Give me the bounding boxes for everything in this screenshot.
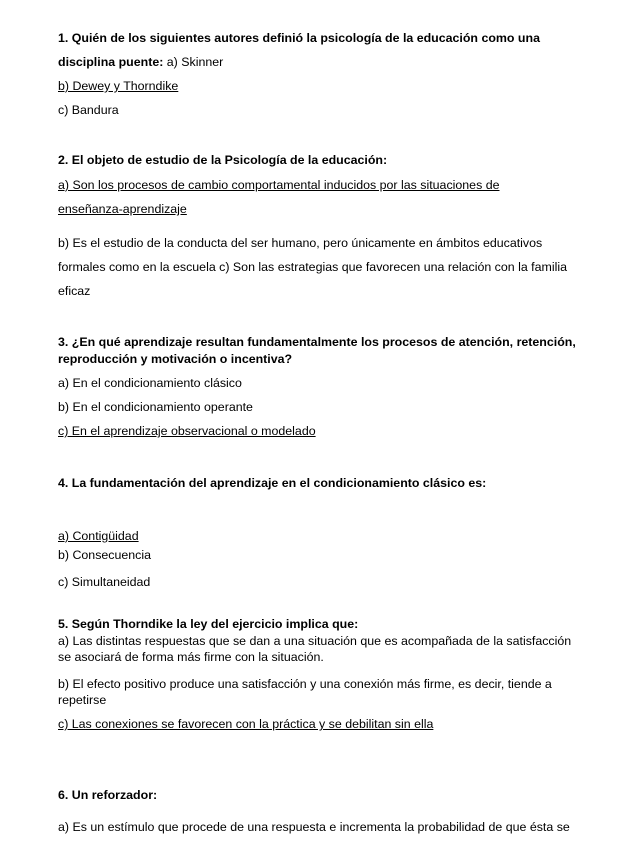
question-5-option-a-line1: a) Las distintas respuestas que se dan a una situación que es acompañada de la satisfacción	[58, 634, 572, 648]
question-4-title: 4. La fundamentación del aprendizaje en el condicionamiento clásico es:	[58, 476, 487, 490]
question-6-title: 6. Un reforzador:	[58, 788, 158, 802]
question-1-option-c: c) Bandura	[58, 103, 119, 117]
question-5-option-c: c) Las conexiones se favorecen con la práctica y se debilitan sin ella	[58, 717, 434, 731]
question-1-title-end: disciplina puente:	[58, 55, 164, 69]
question-5-option-b-line2: repetirse	[58, 693, 107, 707]
question-2-title: 2. El objeto de estudio de la Psicología de la educación:	[58, 153, 388, 167]
question-2-option-a-line1: a) Son los procesos de cambio comportamental inducidos por las situaciones de	[58, 178, 500, 192]
question-3-option-a: a) En el condicionamiento clásico	[58, 376, 242, 390]
question-2-option-a-line2: enseñanza-aprendizaje	[58, 202, 187, 216]
question-4-option-b: b) Consecuencia	[58, 548, 151, 562]
question-5-title: 5. Según Thorndike la ley del ejercicio implica que:	[58, 617, 359, 631]
question-3-title-line1: 3. ¿En qué aprendizaje resultan fundamentalmente los procesos de atención, retención,	[58, 335, 576, 349]
question-3-option-b: b) En el condicionamiento operante	[58, 400, 253, 414]
question-3-title-line2: reproducción y motivación o incentiva?	[58, 352, 293, 366]
question-2-option-b-line1: b) Es el estudio de la conducta del ser humano, pero únicamente en ámbitos educativos	[58, 236, 543, 250]
question-4-option-a: a) Contigüidad	[58, 529, 139, 543]
question-1-option-b: b) Dewey y Thorndike	[58, 79, 179, 93]
question-2-option-b-line2: formales como en la escuela c) Son las estrategias que favorecen una relación con la familia	[58, 260, 567, 274]
question-4-option-c: c) Simultaneidad	[58, 575, 151, 589]
question-5-option-b-line1: b) El efecto positivo produce una satisfacción y una conexión más firme, es decir, tiende a	[58, 677, 552, 691]
question-1-option-a: a) Skinner	[163, 55, 224, 69]
question-2-option-b-line3: eficaz	[58, 284, 91, 298]
question-1-title-cont	[58, 55, 223, 70]
question-1-title: 1. Quién de los siguientes autores definió la psicología de la educación como una	[58, 31, 540, 45]
question-6-option-a-line1: a) Es un estímulo que procede de una respuesta e incrementa la probabilidad de que ésta se	[58, 820, 570, 834]
question-5-option-a-line2: se asociará de forma más firme con la situación.	[58, 650, 324, 664]
question-3-option-c: c) En el aprendizaje observacional o modelado	[58, 424, 316, 438]
